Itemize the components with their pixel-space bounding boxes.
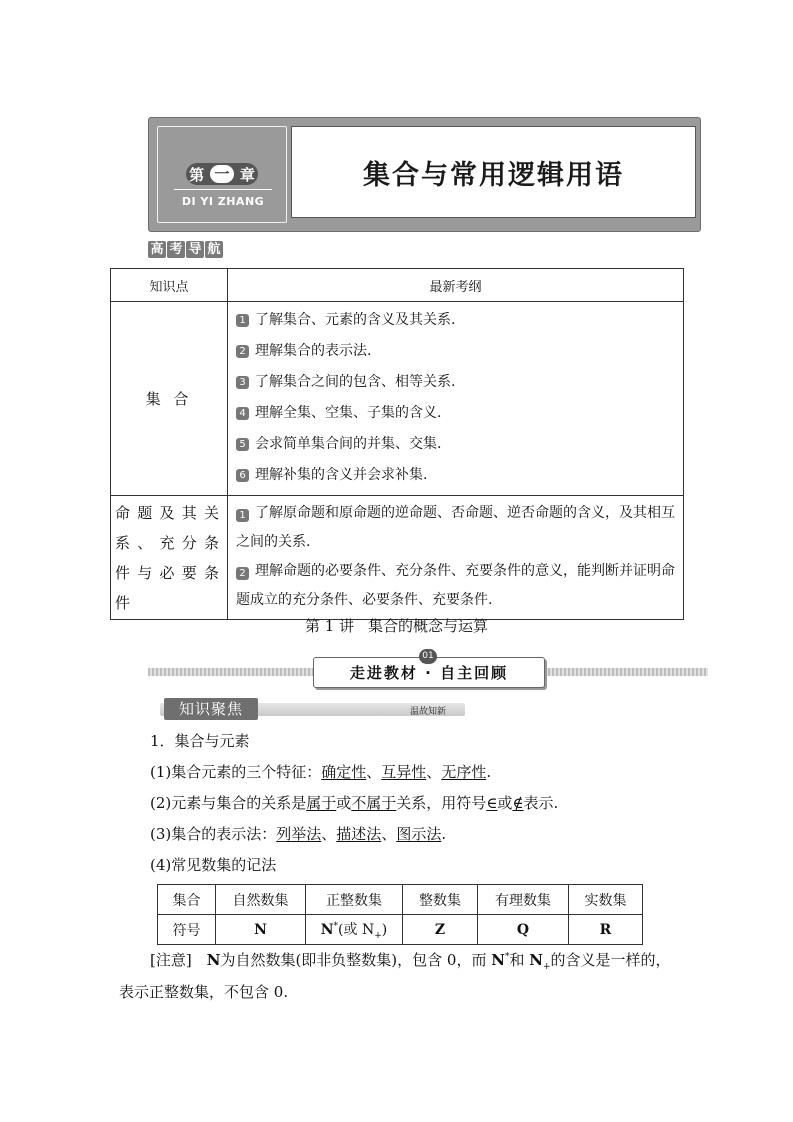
text: 的含义是一样的， xyxy=(550,951,671,969)
requirements-cell xyxy=(228,496,684,620)
requirement-item xyxy=(236,557,677,615)
tag-char: 高 xyxy=(148,241,166,258)
chapter-title: 集合与常用逻辑用语 xyxy=(363,159,624,191)
requirement-text: 理解补集的含义并会求补集. xyxy=(255,467,428,483)
syllabus-table xyxy=(110,268,684,620)
text: 和 xyxy=(509,951,530,969)
table-cell: R xyxy=(569,915,643,945)
number-badge-icon: 6 xyxy=(236,469,249,482)
answer: 描述法 xyxy=(336,825,382,843)
requirement-item xyxy=(236,398,677,429)
number-badge-icon: 5 xyxy=(236,438,249,451)
sub: + xyxy=(374,930,382,941)
text: 或 xyxy=(497,794,513,812)
text: . xyxy=(486,763,492,781)
content-line-1 xyxy=(150,761,491,782)
answer: ∉ xyxy=(512,794,524,812)
requirement-item xyxy=(236,460,677,491)
symbol: N xyxy=(529,951,543,969)
note-line-1 xyxy=(150,949,671,972)
text: 为自然数集(即非负整数集)，包含 0，而 xyxy=(220,951,492,969)
text: . xyxy=(441,825,447,843)
note-line-2: 表示正整数集，不包含 0. xyxy=(119,983,289,1001)
answer: 列举法 xyxy=(276,825,322,843)
symbol: N xyxy=(320,921,334,938)
text: 表示. xyxy=(523,794,559,812)
text: (或 N xyxy=(338,921,375,938)
lesson-title xyxy=(0,615,793,636)
number-badge-icon: 2 xyxy=(236,567,249,580)
lesson-number: 第 1 讲 xyxy=(304,617,355,635)
sub: + xyxy=(542,962,551,972)
section-title: 走进教材 · 自主回顾 xyxy=(313,657,545,688)
answer: 属于 xyxy=(306,794,337,812)
requirement-text: 了解集合之间的包含、相等关系. xyxy=(255,374,456,390)
table-cell xyxy=(306,915,403,945)
focus-subtitle: 温故知新 xyxy=(410,707,447,717)
table-cell: 符号 xyxy=(158,915,216,945)
table-row xyxy=(111,496,684,620)
table-cell: 正整数集 xyxy=(306,885,403,915)
table-cell: 整数集 xyxy=(403,885,478,915)
requirement-item xyxy=(236,305,677,336)
text: 、 xyxy=(381,825,397,843)
focus-label: 知识聚焦 xyxy=(164,698,258,720)
text: (2)元素与集合的关系是 xyxy=(150,794,307,812)
answer: 图示法 xyxy=(396,825,442,843)
tag-char: 导 xyxy=(186,241,204,258)
requirement-text: 了解集合、元素的含义及其关系. xyxy=(255,312,456,328)
header-topic: 知识点 xyxy=(111,269,228,302)
number-badge-icon: 3 xyxy=(236,376,249,389)
table-row xyxy=(111,302,684,496)
sup: * xyxy=(333,920,339,931)
table-cell: N xyxy=(216,915,306,945)
content-line-4: (4)常见数集的记法 xyxy=(150,856,277,874)
table-cell: 自然数集 xyxy=(216,885,306,915)
text: 、 xyxy=(426,763,442,781)
lesson-name: 集合的概念与运算 xyxy=(368,617,489,635)
symbol: N xyxy=(491,951,505,969)
answer: 不属于 xyxy=(351,794,397,812)
text: 关系，用符号 xyxy=(396,794,487,812)
chapter-title-box xyxy=(291,126,696,218)
note-tag: [注意] xyxy=(150,951,207,969)
number-set-table xyxy=(157,884,643,945)
table-cell: 实数集 xyxy=(569,885,643,915)
section-number: 01 xyxy=(419,649,437,664)
requirement-item xyxy=(236,499,677,557)
text: 或 xyxy=(336,794,352,812)
text: 、 xyxy=(366,763,382,781)
text: (1)集合元素的三个特征： xyxy=(150,763,322,781)
number-badge-icon: 2 xyxy=(236,345,249,358)
number-badge-icon: 1 xyxy=(236,314,249,327)
requirement-text: 理解命题的必要条件、充分条件、充要条件的意义，能判断并证明命题成立的充分条件、必要条件、充要条件. xyxy=(236,563,675,608)
number-badge-icon: 4 xyxy=(236,407,249,420)
requirement-item xyxy=(236,429,677,460)
content-heading: 1．集合与元素 xyxy=(150,732,250,750)
requirement-text: 理解集合的表示法. xyxy=(255,343,372,359)
table-cell: Z xyxy=(403,915,478,945)
chapter-number-pill xyxy=(186,163,258,185)
requirement-text: 会求简单集合间的并集、交集. xyxy=(255,436,442,452)
divider xyxy=(174,189,272,190)
tag-char: 考 xyxy=(167,241,185,258)
requirement-item xyxy=(236,367,677,398)
answer: 确定性 xyxy=(321,763,367,781)
chapter-num: 一 xyxy=(210,165,233,183)
chapter-badge xyxy=(157,126,287,223)
answer: 互异性 xyxy=(381,763,427,781)
tag-char: 航 xyxy=(205,241,223,258)
chapter-post: 章 xyxy=(239,165,255,184)
number-badge-icon: 1 xyxy=(236,509,249,522)
header-requirements: 最新考纲 xyxy=(228,269,684,302)
symbol: N xyxy=(206,951,221,969)
table-header-row xyxy=(111,269,684,302)
requirements-cell xyxy=(228,302,684,496)
table-cell: 集合 xyxy=(158,885,216,915)
answer: 无序性 xyxy=(441,763,487,781)
chapter-pre: 第 xyxy=(189,165,205,184)
chapter-pinyin: DI YI ZHANG xyxy=(181,195,265,208)
exam-nav-tag xyxy=(148,241,223,258)
requirement-text: 了解原命题和原命题的逆命题、否命题、逆否命题的含义，及其相互之间的关系. xyxy=(236,505,675,550)
table-cell: 有理数集 xyxy=(478,885,569,915)
table-row xyxy=(158,915,643,945)
text: (3)集合的表示法： xyxy=(150,825,277,843)
sup: * xyxy=(504,952,510,962)
table-cell: Q xyxy=(478,915,569,945)
requirement-item xyxy=(236,336,677,367)
text: ) xyxy=(381,921,388,938)
table-row xyxy=(158,885,643,915)
topic-cell: 命题及其关系、充分条件与必要条件 xyxy=(111,496,228,620)
text: 、 xyxy=(321,825,337,843)
topic-cell: 集 合 xyxy=(111,302,228,496)
chapter-banner xyxy=(148,117,701,232)
content-line-2 xyxy=(150,792,558,813)
requirement-text: 理解全集、空集、子集的含义. xyxy=(255,405,442,421)
answer: ∈ xyxy=(486,794,498,812)
content-line-3 xyxy=(150,823,446,844)
